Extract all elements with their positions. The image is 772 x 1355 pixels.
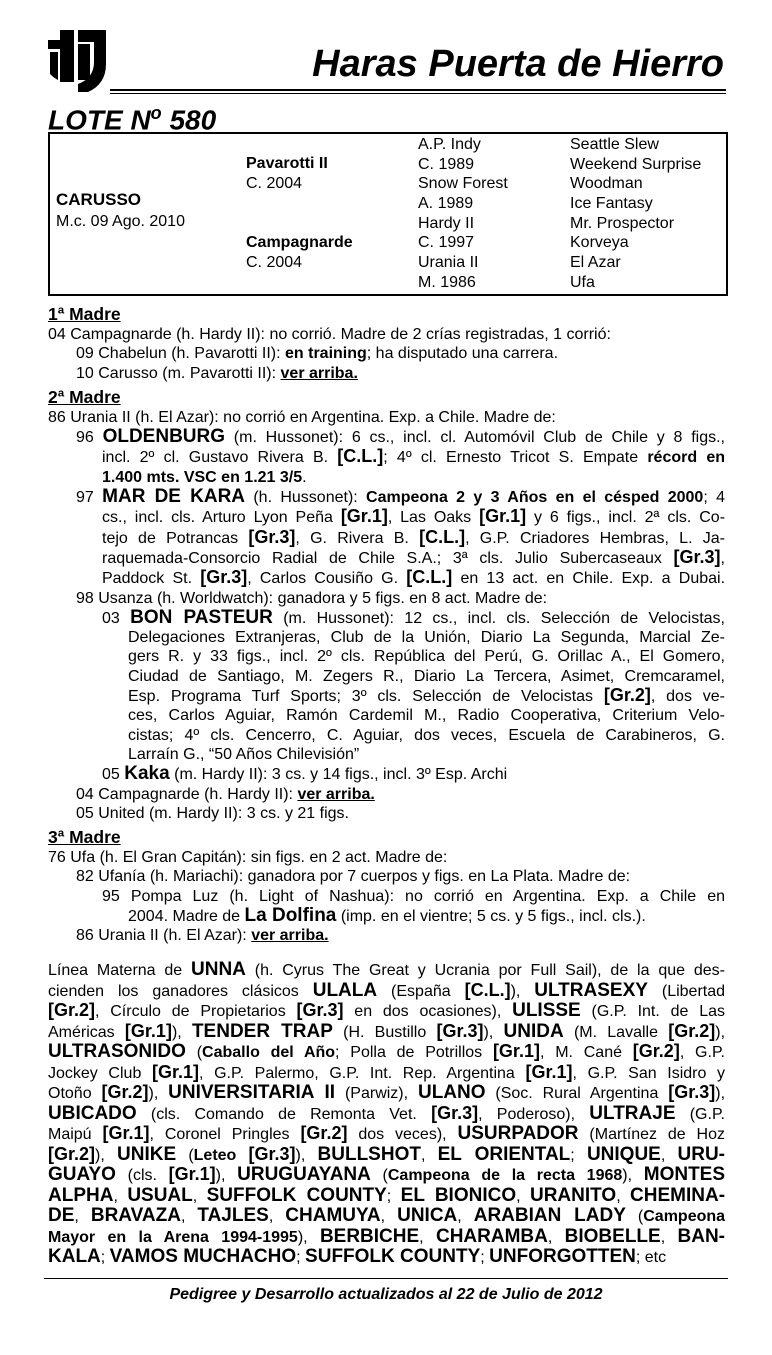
family-line: gers R. y 33 figs., incl. 2º cls. República del Perú, G. Orillac A., El Gomero,	[128, 648, 725, 666]
great-grandparent: Ufa	[570, 274, 595, 291]
farm-name: Haras Puerta de Hierro	[312, 43, 724, 85]
granddam-1-name: Snow Forest	[418, 175, 508, 192]
family-line: cistas; 4º cls. Cencerro, C. Aguiar, dos veces, Escuela de Carabineros, G.	[128, 726, 725, 744]
great-grandparent: Mr. Prospector	[570, 215, 675, 232]
family-line: 05 United (m. Hardy II): 3 cs. y 21 figs.	[76, 804, 349, 822]
see-above-ref: ver arriba.	[251, 927, 329, 945]
horse-name: CARUSSO	[56, 190, 142, 209]
family-line: 86 Urania II (h. El Azar): no corrió en Argentina. Exp. a Chile. Madre de:	[48, 408, 556, 426]
see-above-ref: ver arriba.	[280, 364, 358, 382]
great-grandparent: El Azar	[570, 254, 621, 271]
paragraph-line: Línea Materna de UNNA (h. Cyrus The Great y Ucrania por Full Sail), de la que des-	[48, 959, 725, 980]
paragraph-line: [Gr.2], Círculo de Propietarios [Gr.3] en dos ocasiones), ULISSE (G.P. Int. de Las	[48, 1000, 725, 1021]
family-line: 1.400 mts. VSC en 1.21 3/5.	[102, 468, 307, 486]
family-line: cs., incl. cls. Arturo Lyon Peña [Gr.1], Las Oaks [Gr.1] y 6 figs., incl. 2ª cls. Co-	[102, 506, 726, 527]
pedigree-table	[48, 132, 728, 296]
paragraph-line: Otoño [Gr.2]), UNIVERSITARIA II (Parwiz), ULANO (Soc. Rural Argentina [Gr.3]),	[48, 1082, 726, 1103]
granddam-2-year: M. 1986	[418, 274, 476, 291]
family-line: tejo de Potrancas [Gr.3], G. Rivera B. [C.L.], G.P. Criadores Hembras, L. Ja-	[102, 526, 725, 547]
family-line: 82 Ufanía (h. Mariachi): ganadora por 7 cuerpos y figs. en La Plata. Madre de:	[76, 868, 631, 886]
grandsire-2-year: C. 1997	[418, 234, 475, 251]
grandsire-1-name: A.P. Indy	[418, 136, 481, 153]
family-line: 86 Urania II (h. El Azar): ver arriba.	[76, 927, 329, 945]
family-sections	[48, 302, 725, 946]
paragraph-line: cienden los ganadores clásicos ULALA (España [C.L.]), ULTRASEXY (Libertad	[48, 979, 726, 1001]
paragraph-line: Mayor en la Arena 1994-1995), BERBICHE, CHARAMBA, BIOBELLE, BAN-	[48, 1225, 726, 1247]
paragraph-line: ULTRASONIDO (Caballo del Año; Polla de Potrillos [Gr.1], M. Cané [Gr.2], G.P.	[48, 1041, 725, 1062]
family-line: 97 MAR DE KARA (h. Hussonet): Campeona 2 y 3 Años en el césped 2000; 4	[76, 486, 726, 508]
dam-name: Campagnarde	[246, 234, 353, 251]
paragraph-line: [Gr.2]), UNIKE (Leteo [Gr.3]), BULLSHOT, EL ORIENTAL; UNIQUE, URU-	[48, 1143, 726, 1165]
family-line: Delegaciones Extranjeras, Club de la Unión, Diario La Segunda, Marcial Ze-	[128, 629, 725, 647]
family-line: 05 Kaka (m. Hardy II): 3 cs. y 14 figs., incl. 3º Esp. Archi	[102, 763, 508, 785]
horse-details: M.c. 09 Ago. 2010	[56, 213, 185, 230]
family-line: Paddock St. [Gr.3], Carlos Cousiño G. [C.L.] en 13 act. en Chile. Exp. a Dubai.	[102, 567, 726, 588]
paragraph-line: ALPHA, USUAL, SUFFOLK COUNTY; EL BIONICO, URANITO, CHEMINA-	[48, 1184, 726, 1206]
great-grandparent: Weekend Surprise	[570, 156, 702, 173]
family-line: 98 Usanza (h. Worldwatch): ganadora y 5 figs. en 8 act. Madre de:	[76, 589, 548, 607]
first-dam-heading: 1ª Madre	[48, 304, 121, 324]
third-dam-heading: 3ª Madre	[48, 827, 121, 848]
see-above-ref: ver arriba.	[297, 785, 375, 803]
second-dam-heading: 2ª Madre	[48, 386, 121, 407]
maternal-line-paragraph	[48, 960, 725, 1268]
family-line: 76 Ufa (h. El Gran Capitán): sin figs. en 2 act. Madre de:	[48, 849, 448, 867]
family-line: Larraín G., “50 Años Chilevisión”	[128, 745, 360, 763]
lot-title: LOTE $N^o$ 580	[48, 103, 217, 136]
sire-year: C. 2004	[246, 175, 303, 192]
dam-year: C. 2004	[246, 254, 303, 271]
paragraph-line: Américas [Gr.1]), TENDER TRAP (H. Bustillo [Gr.3]), UNIDA (M. Lavalle [Gr.2]),	[48, 1020, 726, 1042]
paragraph-line: GUAYO (cls. [Gr.1]), URUGUAYANA (Campeona de la recta 1968), MONTES	[48, 1164, 726, 1185]
family-line: ces, Carlos Aguiar, Ramón Cardemil M., Radio Cooperativa, Criterium Velo-	[128, 707, 725, 725]
paragraph-line: Maipú [Gr.1], Coronel Pringles [Gr.2] dos veces), USURPADOR (Martínez de Hoz	[48, 1123, 726, 1144]
footer-divider	[44, 1278, 728, 1279]
great-grandparent: Seattle Slew	[570, 136, 659, 153]
granddam-2-name: Urania II	[418, 254, 479, 271]
family-line: 04 Campagnarde (h. Hardy II): no corrió. Madre de 2 crías registradas, 1 corrió:	[48, 326, 611, 343]
family-line: 04 Campagnarde (h. Hardy II): ver arriba.	[76, 785, 375, 803]
family-line: 10 Carusso (m. Pavarotti II): ver arriba.	[76, 364, 358, 382]
paragraph-line: DE, BRAVAZA, TAJLES, CHAMUYA, UNICA, ARABIAN LADY (Campeona	[48, 1205, 726, 1226]
header-divider-thin	[110, 93, 726, 94]
paragraph-line: KALA; VAMOS MUCHACHO; SUFFOLK COUNTY; UNFORGOTTEN; etc	[48, 1246, 667, 1267]
family-line: 09 Chabelun (h. Pavarotti II): en training; ha disputado una carrera.	[76, 345, 559, 363]
family-line: 03 BON PASTEUR (m. Hussonet): 12 cs., incl. cls. Selección de Velocistas,	[102, 606, 725, 628]
sire-name: Pavarotti II	[246, 155, 328, 172]
farm-logo-icon	[48, 28, 108, 94]
great-grandparent: Korveya	[570, 234, 629, 251]
header-divider	[110, 89, 726, 91]
paragraph-line: Jockey Club [Gr.1], G.P. Palermo, G.P. Int. Rep. Argentina [Gr.1], G.P. San Isidro y	[48, 1061, 726, 1082]
family-line: 96 OLDENBURG (m. Hussonet): 6 cs., incl. cl. Automóvil Club de Chile y 8 figs.,	[76, 426, 726, 448]
granddam-1-year: A. 1989	[418, 195, 474, 212]
grandsire-2-name: Hardy II	[418, 215, 475, 232]
family-line: 2004. Madre de La Dolfina (imp. en el vientre; 5 cs. y 5 figs., incl. cls.).	[128, 905, 646, 927]
grandsire-1-year: C. 1989	[418, 156, 475, 173]
family-line: raquemada-Consorcio Radial de Chile S.A.; 3ª cls. Julio Subercaseaux [Gr.3],	[102, 546, 725, 567]
footer-note: Pedigree y Desarrollo actualizados al 22 de Julio de 2012	[169, 1286, 603, 1303]
great-grandparent: Ice Fantasy	[570, 195, 653, 212]
lot-number: 580	[169, 104, 217, 136]
family-line: incl. 2º cl. Gustavo Rivera B. [C.L.]; 4º cl. Ernesto Tricot S. Empate récord en	[102, 446, 725, 467]
family-line: Ciudad de Santiago, M. Zegers R., Diario La Tercera, Asimet, Cremcaramel,	[128, 667, 725, 685]
family-line: 95 Pompa Luz (h. Light of Nashua): no corrió en Argentina. Exp. a Chile en	[102, 887, 725, 905]
family-line: Esp. Programa Turf Sports; 3º cls. Selección de Velocistas [Gr.2], dos ve-	[128, 685, 726, 706]
paragraph-line: UBICADO (cls. Comando de Remonta Vet. [Gr.3], Poderoso), ULTRAJE (G.P.	[48, 1102, 726, 1124]
great-grandparent: Woodman	[570, 175, 643, 192]
